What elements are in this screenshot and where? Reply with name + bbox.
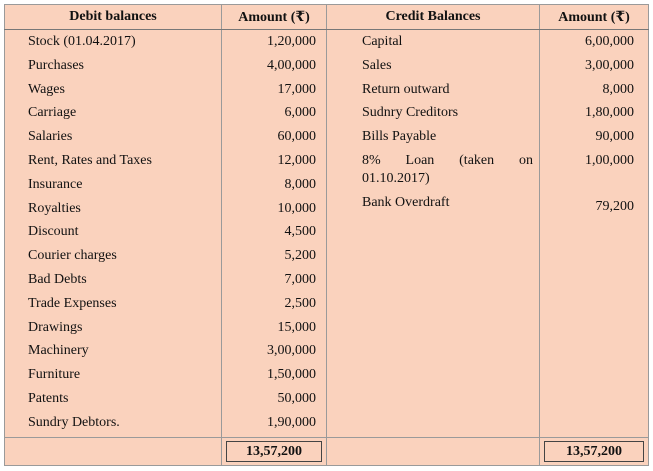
debit-amount: 15,000 [277,319,316,335]
debit-amount: 50,000 [277,390,316,406]
credit-total-label-cell [327,438,540,466]
credit-label: 8% Loan (taken on 01.10.2017) [362,152,533,186]
credit-balances-header: Credit Balances [327,5,540,30]
credit-amount-header: Amount (₹) [540,5,649,30]
credit-amount: 8,000 [602,81,634,97]
credit-label: Sales [362,57,392,73]
trial-balance-table [4,4,649,466]
debit-label: Patents [28,390,69,406]
debit-amount: 1,90,000 [267,414,316,430]
credit-amount: 1,80,000 [585,105,634,121]
credit-total: 13,57,200 [544,441,644,462]
debit-label: Rent, Rates and Taxes [28,152,152,168]
debit-label: Sundry Debtors. [28,414,120,430]
credit-label: Capital [362,34,403,49]
debit-label: Wages [28,81,65,97]
debit-amount: 4,00,000 [267,57,316,73]
debit-balances-header: Debit balances [5,5,222,30]
totals-row [5,438,649,466]
debit-amounts-column [222,30,327,438]
debit-label: Courier charges [28,248,117,264]
credit-amount: 1,00,000 [585,152,634,168]
debit-amount: 5,200 [284,248,316,264]
credit-amount: 90,000 [595,129,634,145]
debit-label: Salaries [28,129,73,145]
debit-amount: 12,000 [277,152,316,168]
debit-label: Trade Expenses [28,295,117,311]
debit-labels-column [5,30,222,438]
debit-label: Purchases [28,57,84,73]
debit-label: Royalties [28,200,81,216]
debit-amount: 4,500 [284,224,316,240]
debit-amount: 2,500 [284,295,316,311]
debit-total-label-cell [5,438,222,466]
debit-amount: 7,000 [284,271,316,287]
debit-amount: 6,000 [284,105,316,121]
debit-amount: 3,00,000 [267,343,316,359]
body-row [5,30,649,438]
header-row [5,5,649,30]
debit-amount: 1,20,000 [267,34,316,49]
debit-label: Carriage [28,105,77,121]
credit-total-cell [540,438,649,466]
debit-label: Drawings [28,319,83,335]
debit-amount: 10,000 [277,200,316,216]
credit-label: Bills Payable [362,129,437,145]
credit-amount: 3,00,000 [585,57,634,73]
debit-label: Discount [28,224,79,240]
credit-amount: 6,00,000 [585,34,634,49]
credit-amount: 79,200 [595,198,634,214]
trial-balance-container [4,4,648,466]
debit-amount: 60,000 [277,129,316,145]
credit-label: Bank Overdraft [362,194,450,210]
debit-amount-header: Amount (₹) [222,5,327,30]
credit-label: Sudnry Creditors [362,105,459,121]
debit-amount: 17,000 [277,81,316,97]
debit-label: Bad Debts [28,271,87,287]
debit-label: Machinery [28,343,89,359]
debit-label: Insurance [28,176,83,192]
debit-label: Furniture [28,367,81,383]
debit-amount: 1,50,000 [267,367,316,383]
debit-total-cell [222,438,327,466]
credit-labels-column [327,30,540,438]
credit-label: Return outward [362,81,450,97]
debit-total: 13,57,200 [226,441,322,462]
credit-amounts-column [540,30,649,438]
debit-amount: 8,000 [284,176,316,192]
debit-label: Stock (01.04.2017) [28,34,136,49]
